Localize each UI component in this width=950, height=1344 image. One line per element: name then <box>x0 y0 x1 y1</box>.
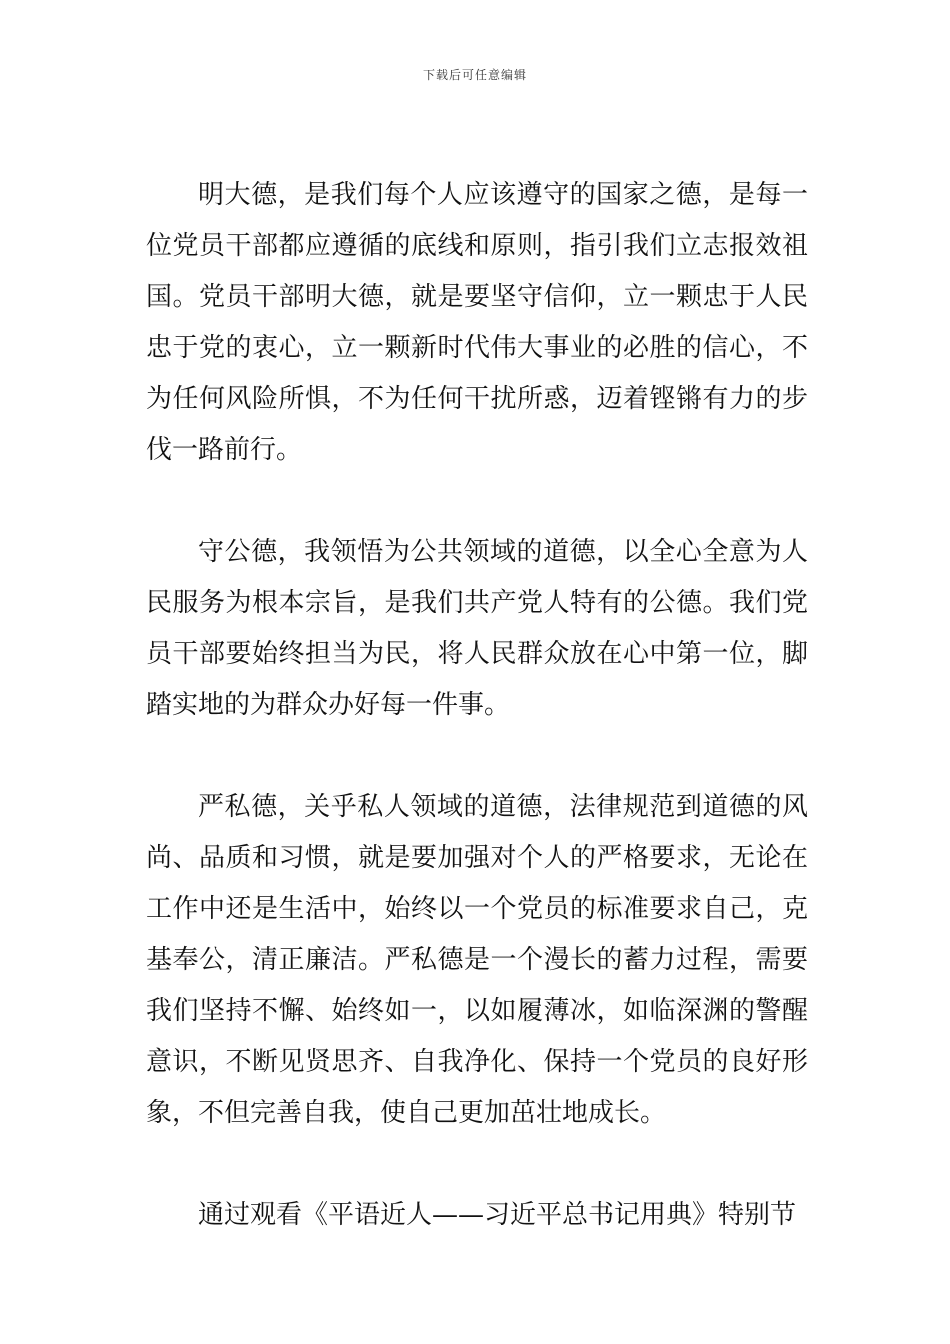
document-body <box>146 170 808 1241</box>
header-note: 下载后可任意编辑 <box>422 68 527 82</box>
paragraph-shou-gong-de: 守公德，我领悟为公共领域的道德，以全心全意为人民服务为根本宗旨，是我们共产党人特有的公德。我们党员干部要始终担当为民，将人民群众放在心中第一位，脚踏实地的为群众办好每一件事。 <box>146 537 808 720</box>
paragraph-viewing-intro: 通过观看《平语近人——习近平总书记用典》特别节 <box>198 1200 797 1230</box>
paragraph-ming-da-de: 明大德，是我们每个人应该遵守的国家之德，是每一位党员干部都应遵循的底线和原则，指引我们立志报效祖国。党员干部明大德，就是要坚守信仰，立一颗忠于人民忠于党的衷心，立一颗新时代伟大事业的必胜的信心，不为任何风险所惧，不为任何干扰所惑，迈着铿锵有力的步伐一路前行。 <box>146 180 808 465</box>
paragraph-yan-si-de: 严私德，关乎私人领域的道德，法律规范到道德的风尚、品质和习惯，就是要加强对个人的严格要求，无论在工作中还是生活中，始终以一个党员的标准要求自己，克基奉公，清正廉洁。严私德是一个漫长的蓄力过程，需要我们坚持不懈、始终如一，以如履薄冰，如临深渊的警醒意识，不断见贤思齐、自我净化、保持一个党员的良好形象，不但完善自我，使自己更加茁壮地成长。 <box>146 792 808 1128</box>
